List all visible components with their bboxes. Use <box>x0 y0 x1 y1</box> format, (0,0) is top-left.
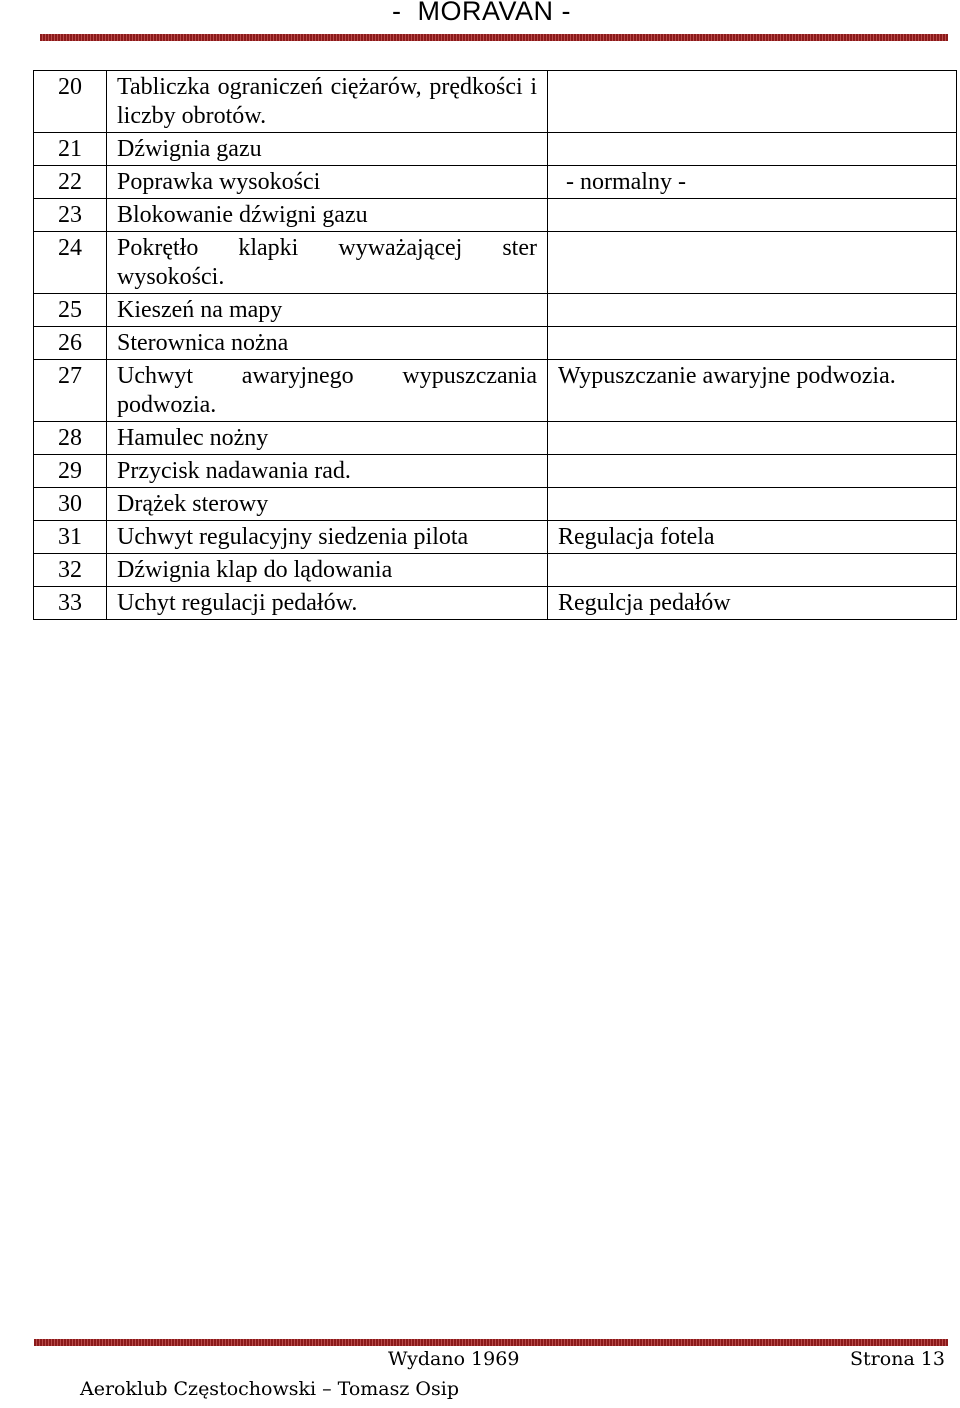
part-name: Blokowanie dźwigni gazu <box>107 199 548 232</box>
row-number: 27 <box>34 360 107 422</box>
part-name: Pokrętło klapki wyważającej ster wysokości. <box>107 232 548 294</box>
part-function: - normalny - <box>548 166 957 199</box>
part-function <box>548 71 957 133</box>
part-name: Drążek sterowy <box>107 488 548 521</box>
footer-page-number: Strona 13 <box>850 1348 945 1370</box>
part-function <box>548 554 957 587</box>
table-row <box>34 294 957 327</box>
part-function: Regulcja pedałów <box>548 587 957 620</box>
part-function <box>548 327 957 360</box>
row-number: 23 <box>34 199 107 232</box>
part-name: Dźwignia gazu <box>107 133 548 166</box>
parts-table <box>33 70 957 620</box>
part-name: Sterownica nożna <box>107 327 548 360</box>
row-number: 33 <box>34 587 107 620</box>
part-function <box>548 422 957 455</box>
part-name: Przycisk nadawania rad. <box>107 455 548 488</box>
row-number: 21 <box>34 133 107 166</box>
row-number: 30 <box>34 488 107 521</box>
part-name: Tabliczka ograniczeń ciężarów, prędkości i liczby obrotów. <box>107 71 548 133</box>
table-row <box>34 133 957 166</box>
table-row <box>34 455 957 488</box>
part-name: Uchyt regulacji pedałów. <box>107 587 548 620</box>
table-row <box>34 232 957 294</box>
table-row <box>34 488 957 521</box>
part-name: Dźwignia klap do lądowania <box>107 554 548 587</box>
part-function: Regulacja fotela <box>548 521 957 554</box>
part-name: Poprawka wysokości <box>107 166 548 199</box>
parts-table-body <box>34 71 957 620</box>
part-name: Kieszeń na mapy <box>107 294 548 327</box>
table-row <box>34 587 957 620</box>
row-number: 22 <box>34 166 107 199</box>
part-function <box>548 455 957 488</box>
document-header-title: - MORAVAN - <box>392 0 571 26</box>
table-row <box>34 422 957 455</box>
row-number: 25 <box>34 294 107 327</box>
footer-issued-date: Wydano 1969 <box>388 1348 520 1370</box>
part-name: Uchwyt awaryjnego wypuszczania podwozia. <box>107 360 548 422</box>
table-row <box>34 327 957 360</box>
part-function <box>548 199 957 232</box>
part-function <box>548 133 957 166</box>
part-function <box>548 488 957 521</box>
part-name: Uchwyt regulacyjny siedzenia pilota <box>107 521 548 554</box>
table-row <box>34 199 957 232</box>
footer-rule <box>34 1339 948 1346</box>
table-row <box>34 554 957 587</box>
part-function <box>548 294 957 327</box>
part-function: Wypuszczanie awaryjne podwozia. <box>548 360 957 422</box>
table-row <box>34 360 957 422</box>
row-number: 31 <box>34 521 107 554</box>
part-function <box>548 232 957 294</box>
header-rule <box>40 34 948 41</box>
row-number: 26 <box>34 327 107 360</box>
row-number: 24 <box>34 232 107 294</box>
row-number: 29 <box>34 455 107 488</box>
footer-author: Aeroklub Częstochowski – Tomasz Osip <box>80 1378 459 1400</box>
row-number: 32 <box>34 554 107 587</box>
part-name: Hamulec nożny <box>107 422 548 455</box>
row-number: 28 <box>34 422 107 455</box>
table-row <box>34 166 957 199</box>
row-number: 20 <box>34 71 107 133</box>
table-row <box>34 71 957 133</box>
table-row <box>34 521 957 554</box>
